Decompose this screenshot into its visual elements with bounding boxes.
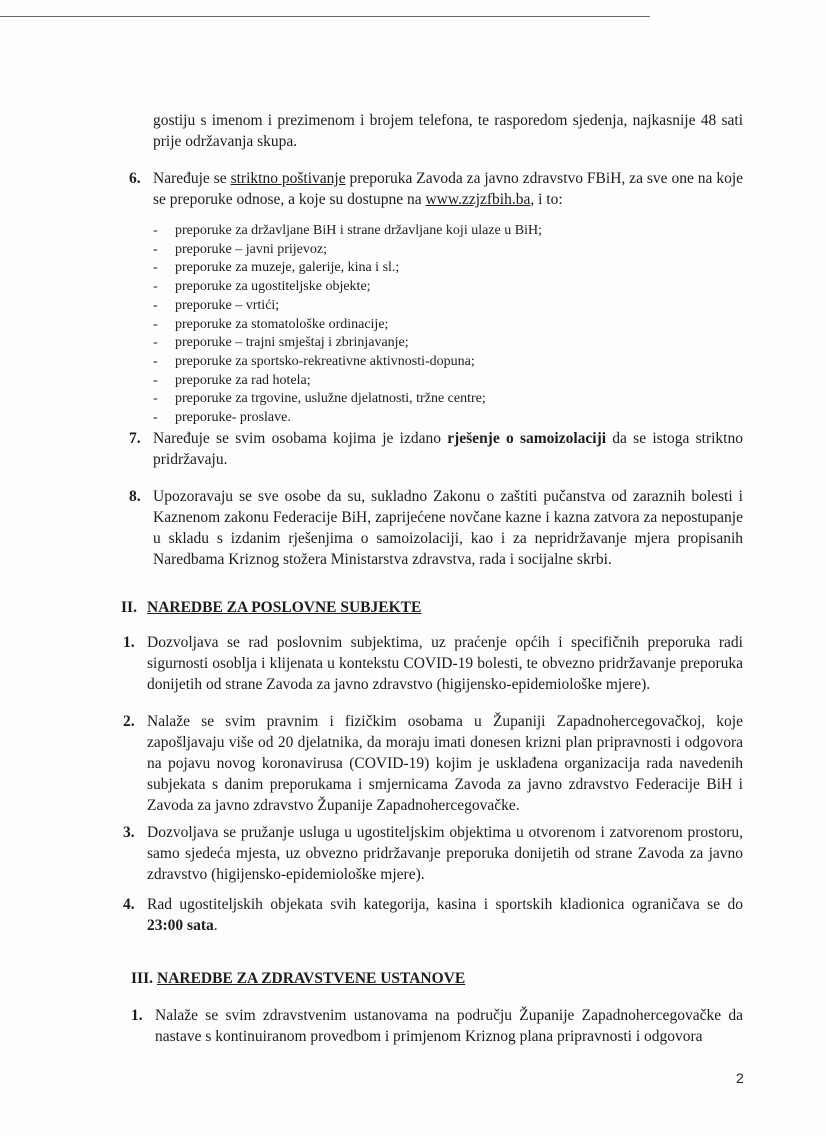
item-number: 2.: [123, 713, 135, 730]
item6-before: Naređuje se: [153, 170, 231, 187]
section-numeral: III.: [131, 970, 153, 987]
top-rule: [0, 16, 650, 17]
item-number: 4.: [123, 896, 135, 913]
list-item: [131, 1005, 743, 1047]
list-item: - preporuke za muzeje, galerije, kina i sl.;: [153, 259, 673, 278]
item7-before: Naređuje se svim osobama kojima je izdano: [153, 430, 448, 447]
item-text: Upozoravaju se sve osobe da su, sukladno Zakonu o zaštiti pučanstva od zaraznih bolesti i Kaznenom zakonu Federacije BiH, zaprijećene novčane kazne i kazna zatvora za nepostupanje u skladu s izdanim rješenjima o samoizolaciji, kao i za nepridržavanje mjera propisanih Naredbama Kriznog stožera Ministarstva zdravstva, rada i socijalne skrbi.: [153, 488, 743, 568]
item-number: 8.: [129, 488, 141, 505]
item-text-bold: 23:00 sata: [147, 917, 214, 934]
page-number: 2: [736, 1070, 744, 1086]
item-text-main: Rad ugostiteljskih objekata svih kategorija, kasina i sportskih kladionica ograničava se do: [147, 896, 743, 913]
list-item: - preporuke- proslave.: [153, 409, 673, 428]
item-number: 7.: [129, 430, 141, 447]
item6-after: , i to:: [530, 191, 563, 208]
item-text: Dozvoljava se pružanje usluga u ugostiteljskim objektima u otvorenom i zatvorenom prostoru, samo sjedeća mjesta, uz obvezno pridržavanje preporuka donijetih od strane Zavoda za javno zdravstvo (higijensko-epidemiološke mjere).: [147, 824, 743, 883]
list-item: [123, 822, 743, 885]
list-item: - preporuke za rad hotela;: [153, 372, 673, 391]
item-text: [147, 894, 743, 936]
list-item-8: [129, 486, 743, 570]
item-text: Dozvoljava se rad poslovnim subjektima, uz praćenje općih i specifičnih preporuka radi sigurnosti osoblja i klijenata u kontekstu COVID-19 bolesti, te obvezno pridržavanje preporuka donijetih od strane Zavoda za javno zdravstvo (higijensko-epidemiološke mjere).: [147, 634, 743, 693]
list-item: - preporuke za državljane BiH i strane državljane koji ulaze u BiH;: [153, 222, 673, 241]
item7-bold: rješenje o samoizolaciji: [447, 430, 607, 447]
list-item-6: [129, 168, 744, 210]
list-item: [123, 894, 743, 936]
recommendations-list: [153, 222, 673, 428]
item-text-after: .: [213, 917, 218, 934]
section-title: NAREDBE ZA ZDRAVSTVENE USTANOVE: [157, 970, 466, 987]
item-number: 3.: [123, 824, 135, 841]
item-number: 1.: [123, 634, 135, 651]
item-number: 1.: [131, 1007, 143, 1024]
zzjz-link[interactable]: www.zzjzfbih.ba: [425, 191, 531, 208]
item7-after: da se istoga striktno pridržavaju.: [153, 430, 743, 468]
item6-underlined: striktno poštivanje: [230, 170, 346, 187]
section-heading-3: [131, 968, 465, 989]
section-numeral: II.: [121, 599, 137, 616]
intro-paragraph: gostiju s imenom i prezimenom i brojem telefona, te rasporedom sjedenja, najkasnije 48 sati prije održavanja skupa.: [153, 112, 743, 150]
item-text: [153, 168, 743, 210]
list-item: - preporuke – javni prijevoz;: [153, 241, 673, 260]
item-text: [153, 428, 743, 470]
list-item: - preporuke – trajni smještaj i zbrinjavanje;: [153, 334, 673, 353]
item6-middle: preporuka Zavoda za javno zdravstvo FBiH, za sve one na koje se preporuke odnose, a koje su dostupne na: [153, 170, 744, 208]
section-heading-2: [121, 597, 421, 618]
list-item: - preporuke za trgovine, uslužne djelatnosti, tržne centre;: [153, 390, 673, 409]
list-item: - preporuke za stomatološke ordinacije;: [153, 316, 673, 335]
section-title: NAREDBE ZA POSLOVNE SUBJEKTE: [147, 599, 422, 616]
list-item: - preporuke – vrtići;: [153, 297, 673, 316]
list-item: [123, 711, 743, 816]
list-item: - preporuke za ugostiteljske objekte;: [153, 278, 673, 297]
item-text: Nalaže se svim zdravstvenim ustanovama na području Županije Zapadnohercegovačke da nastave s kontinuiranom provedbom i primjenom Kriznog plana pripravnosti i odgovora: [155, 1007, 743, 1045]
item-number: 6.: [129, 170, 141, 187]
list-item: - preporuke za sportsko-rekreativne aktivnosti-dopuna;: [153, 353, 673, 372]
list-item: [123, 632, 743, 695]
item-text: Nalaže se svim pravnim i fizičkim osobama u Županiji Zapadnohercegovačkoj, koje zapošljavaju više od 20 djelatnika, da moraju imati donesen krizni plan pripravnosti i odgovora na pojavu novog koronavirusa (COVID-19) kojim je usklađena organizacija rada navedenih subjekata s danim preporukama i smjernicama Zavoda za javno zdravstvo Federacije BiH i Zavoda za javno zdravstvo Županije Zapadnohercegovačke.: [147, 713, 743, 814]
list-item-7: [129, 428, 743, 470]
